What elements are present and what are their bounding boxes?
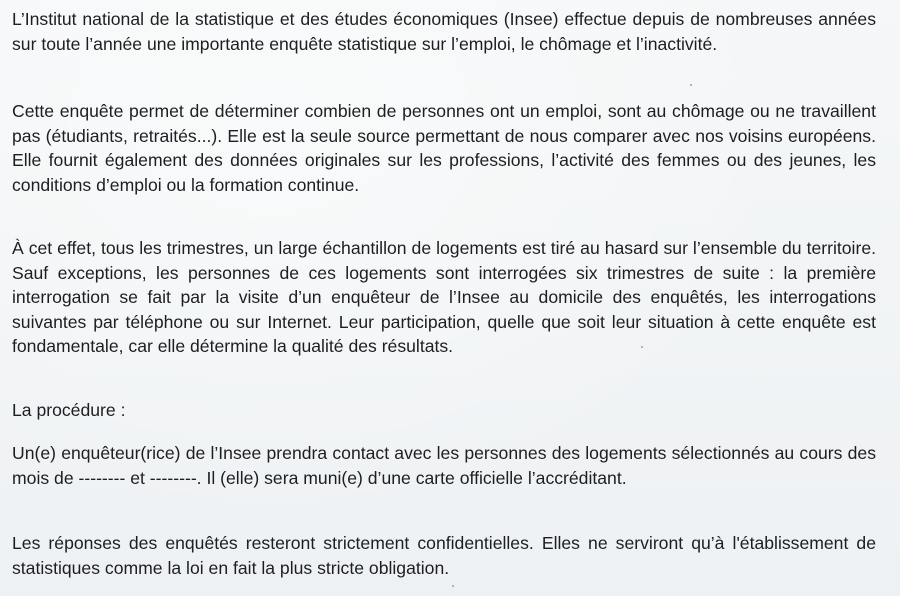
- paragraph-interviewer-contact: Un(e) enquêteur(rice) de l’Insee prendra contact avec les personnes des logements sélectionnés au cours des mois de -------- et --------. Il (elle) sera muni(e) d’une carte officielle l’accréditant.: [12, 443, 876, 488]
- paragraph-insee-introduction: L’Institut national de la statistique et des études économiques (Insee) effectue depuis de nombreuses années sur toute l’année une importante enquête statistique sur l’emploi, le chômage et l’inactivité.: [12, 9, 876, 54]
- scan-speck: [690, 84, 692, 86]
- scan-speck: [452, 585, 454, 587]
- scan-speck: [641, 346, 643, 348]
- paragraph-sampling-method: À cet effet, tous les trimestres, un large échantillon de logements est tiré au hasard sur l’ensemble du territoire. Sauf exceptions, les personnes de ces logements sont interrogées six trimestres de suite : la première interrogation se fait par la visite d’un enquêteur de l’Insee au domicile des enquêtés, les interrogations suivantes par téléphone ou sur Internet. Leur participation, quelle que soit leur situation à cette enquête est fondamentale, car elle détermine la qualité des résultats.: [12, 238, 876, 357]
- paragraph-procedure-heading: La procédure :: [12, 400, 126, 420]
- paragraph-confidentiality: Les réponses des enquêtés resteront strictement confidentielles. Elles ne serviront qu’à l'établissement de statistiques comme la loi en fait la plus stricte obligation.: [12, 533, 876, 578]
- paragraph-survey-purpose: Cette enquête permet de déterminer combien de personnes ont un emploi, sont au chômage ou ne travaillent pas (étudiants, retraités...). Elle est la seule source permettant de nous comparer avec nos voisins européens. Elle fournit également des données originales sur les professions, l’activité des femmes ou des jeunes, les conditions d’emploi ou la formation continue.: [12, 101, 876, 195]
